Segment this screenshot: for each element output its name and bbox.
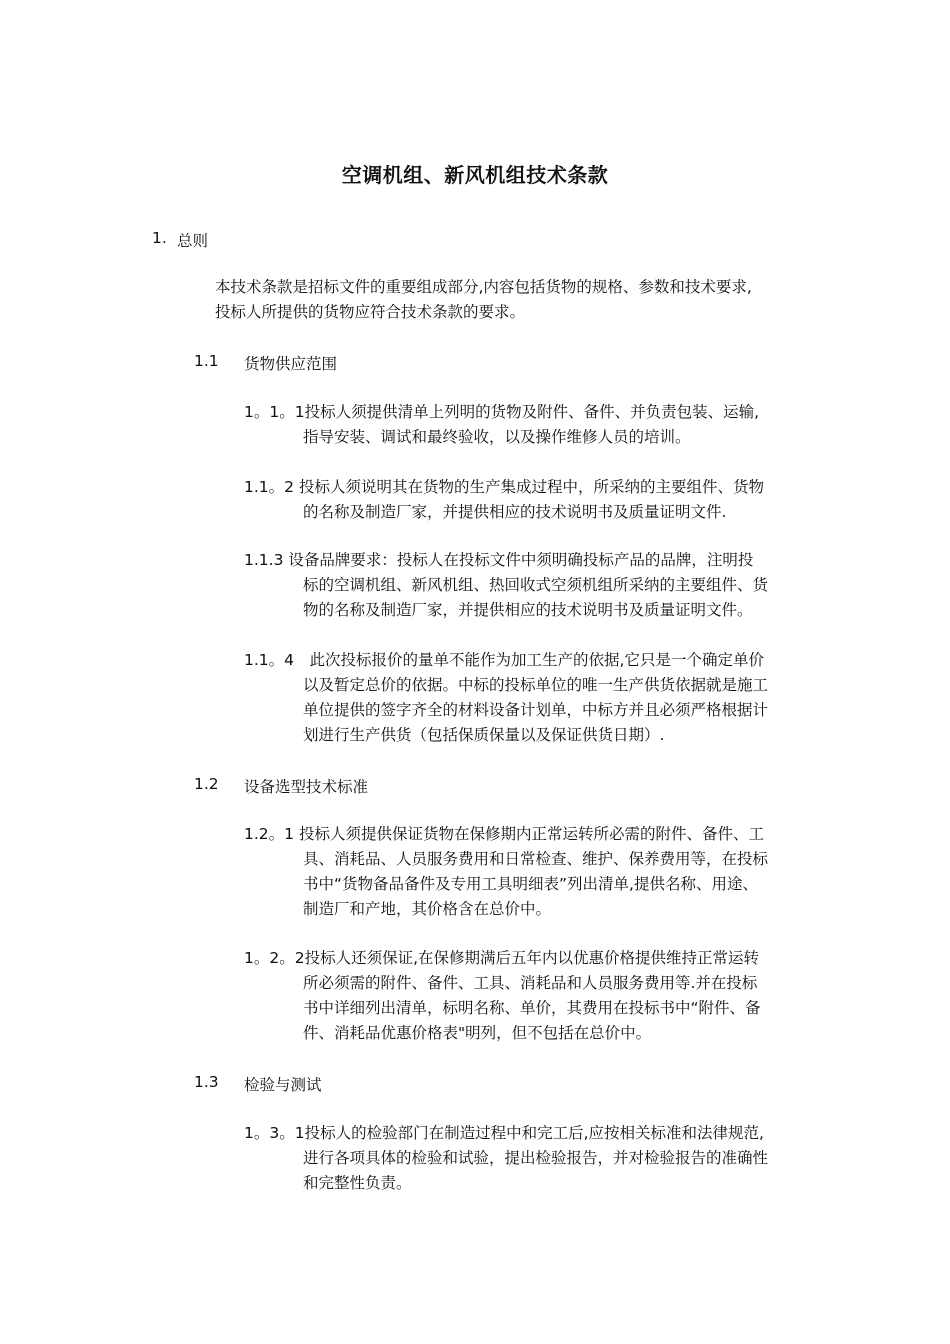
- clause-line: 1.2。1 投标人须提供保证货物在保修期内正常运转所必需的附件、备件、工: [244, 825, 764, 843]
- clause-line: 进行各项具体的检验和试验，提出检验报告，并对检验报告的准确性: [303, 1149, 769, 1167]
- clause-line: 物的名称及制造厂家，并提供相应的技术说明书及质量证明文件。: [303, 601, 753, 619]
- clause-line: 1。2。2投标人还须保证,在保修期满后五年内以优惠价格提供维持正常运转: [244, 949, 760, 967]
- subsection-1-1-heading: 货物供应范围: [244, 355, 338, 373]
- clause-1-1-1: [244, 400, 759, 450]
- clause-line: 1.1。2 投标人须说明其在货物的生产集成过程中，所采纳的主要组件、货物: [244, 478, 764, 496]
- clause-line: 所必须需的附件、备件、工具、消耗品和人员服务费用等.并在投标: [303, 974, 758, 992]
- clause-1-2-1: [244, 822, 768, 922]
- clause-line: 划进行生产供货（包括保质保量以及保证供货日期）.: [303, 726, 665, 744]
- clause-1-1-4: [244, 648, 768, 748]
- clause-line: 的名称及制造厂家，并提供相应的技术说明书及质量证明文件.: [303, 503, 727, 521]
- clause-line: 书中详细列出清单，标明名称、单价，其费用在投标书中“附件、备: [303, 999, 761, 1017]
- clause-1-3-1: [244, 1121, 768, 1196]
- clause-line: 标的空调机组、新风机组、热回收式空须机组所采纳的主要组件、货: [303, 576, 769, 594]
- clause-1-1-2: [244, 475, 764, 525]
- subsection-1-1-number: 1.1: [194, 352, 219, 370]
- paragraph-line: 本技术条款是招标文件的重要组成部分,内容包括货物的规格、参数和技术要求,: [215, 278, 752, 296]
- clause-line: 制造厂和产地，其价格含在总价中。: [303, 900, 552, 918]
- clause-line: 以及暂定总价的依据。中标的投标单位的唯一生产供货依据就是施工: [303, 676, 769, 694]
- subsection-1-2-number: 1.2: [194, 775, 219, 793]
- clause-line: 1。3。1投标人的检验部门在制造过程中和完工后,应按相关标准和法律规范,: [244, 1124, 764, 1142]
- clause-line: 1.1.3 设备品牌要求：投标人在投标文件中须明确投标产品的品牌，注明投: [244, 551, 754, 569]
- clause-line: 1。1。1投标人须提供清单上列明的货物及附件、备件、并负责包装、运输,: [244, 403, 760, 421]
- document-title: 空调机组、新风机组技术条款: [341, 163, 609, 187]
- clause-1-2-2: [244, 946, 761, 1046]
- subsection-1-3-heading: 检验与测试: [244, 1076, 322, 1094]
- paragraph-line: 投标人所提供的货物应符合技术条款的要求。: [215, 303, 526, 321]
- clause-1-1-3: [244, 548, 768, 623]
- clause-line: 单位提供的签字齐全的材料设备计划单，中标方并且必须严格根据计: [303, 701, 769, 719]
- clause-line: 件、消耗品优惠价格表"明列，但不包括在总价中。: [303, 1024, 652, 1042]
- clause-line: 和完整性负责。: [303, 1174, 412, 1192]
- subsection-1-2-heading: 设备选型技术标准: [244, 778, 369, 796]
- section-1-intro: [215, 275, 752, 325]
- section-1-number: 1.: [152, 229, 167, 247]
- clause-line: 具、消耗品、人员服务费用和日常检查、维护、保养费用等，在投标: [303, 850, 769, 868]
- subsection-1-3-number: 1.3: [194, 1073, 219, 1091]
- clause-line: 1.1。4 此次投标报价的量单不能作为加工生产的依据,它只是一个确定单价: [244, 651, 764, 669]
- clause-line: 书中“货物备品备件及专用工具明细表”列出清单,提供名称、用途、: [303, 875, 758, 893]
- clause-line: 指导安装、调试和最终验收，以及操作维修人员的培训。: [303, 428, 691, 446]
- section-1-heading: 总则: [177, 232, 209, 250]
